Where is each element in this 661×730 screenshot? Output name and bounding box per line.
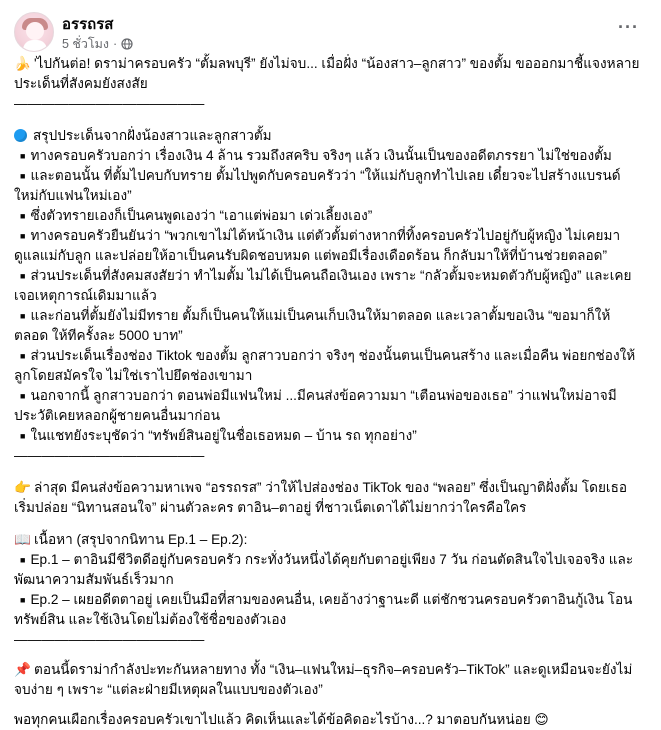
globe-icon[interactable] [121,38,133,50]
separator: —————————————— [14,96,205,111]
episode-item: ■ Ep.1 – ตาอินมีชีวิตดีอยู่กับครอบครัว กระทั่งวันหนึ่งได้คุยกับตาอยู่เพียง 7 วัน ก่อนตัดสินใจไปเจอจริง และพัฒนาความสัมพันธ์เร็วมาก [14,550,644,590]
episode-item: ■ Ep.2 – เผยอดีตตาอยู่ เคยเป็นมือที่สามของคนอื่น, เคยอ้างว่าฐานะดี แต่ชักชวนครอบครัวตาอินกู้เงิน โอนทรัพย์สิน และใช้เงินโดยไม่ต้องใช้ชื่อของตัวเอง [14,590,644,630]
summary-title: สรุปประเด็นจากฝั่งน้องสาวและลูกสาวตั้ม [14,126,644,146]
closing-paragraph: 📌 ตอนนี้ดราม่ากำลังปะทะกันหลายทาง ทั้ง “เงิน–แฟนใหม่–ธุรกิจ–ครอบครัว–TikTok” และดูเหมือนจะยังไม่จบง่าย ๆ เพราะ “แต่ละฝ่ายมีเหตุผลในแบบของตัวเอง” [14,662,633,697]
summary-bullet: ■ ส่วนประเด็นที่สังคมสงสัยว่า ทำไมตั้ม ไม่ได้เป็นคนถือเงินเอง เพราะ “กลัวตั้มจะหมดตัวกับผู้หญิง” และเคยเจอเหตุการณ์เดิมมาแล้ว [14,266,644,306]
summary-bullet: ■ และก่อนที่ตั้มยังไม่มีทราย ตั้มก็เป็นคนให้แม่เป็นคนเก็บเงินให้มาตลอด และเวลาตั้มขอเงิน “ขอมาก็ให้ตลอด ให้ทีครั้งละ 5000 บาท” [14,306,644,346]
question-paragraph: พอทุกคนเผือกเรื่องครอบครัวเขาไปแล้ว คิดเห็นและได้ข้อคิดอะไรบ้าง...? มาตอบกันหน่อย 😊 [14,712,549,727]
latest-paragraph: 👉 ล่าสุด มีคนส่งข้อความหาเพจ “อรรถรส” ว่าให้ไปส่องช่อง TikTok ของ “พลอย” ซึ่งเป็นญาติฝั่งตั้ม โดยเธอเริ่มปล่อย “นิทานสอนใจ” ผ่านตัวละคร ตาอิน–ตาอยู่ ที่ชาวเน็ตเดาได้ไม่ยากว่าใครคือใคร [14,480,628,515]
avatar-face [26,22,44,40]
separator: —————————————— [14,632,205,647]
pointing-hand-icon: 👉 [14,480,31,495]
pushpin-icon: 📌 [14,662,31,677]
intro-paragraph: 🍌 'ไปกันต่อ! ดราม่าครอบครัว “ตั้มลพบุรี” ยังไม่จบ... เมื่อฝั่ง “น้องสาว–ลูกสาว” ของตั้ม ขอออกมาชี้แจงหลายประเด็นที่สังคมยังสงสัย [14,56,640,91]
separator: —————————————— [14,448,205,463]
blue-circle-icon [14,129,27,142]
book-icon: 📖 [14,532,31,547]
post-body [14,54,644,730]
post-header [0,0,661,56]
meta-dot: · [113,37,118,51]
avatar-body [23,40,47,52]
post-meta [62,34,133,54]
more-options-icon[interactable]: ··· [618,17,639,37]
summary-bullet: ■ ส่วนประเด็นเรื่องช่อง Tiktok ของตั้ม ลูกสาวบอกว่า จริงๆ ช่องนั้นตนเป็นคนสร้าง และเมื่อคืน พ่อยกช่องให้ลูกโดยสมัครใจ ไม่ใช่เราไปยึดช่องเขามา [14,346,644,386]
page-avatar[interactable] [14,12,54,52]
summary-bullet: ■ ทางครอบครัวยืนยันว่า “พวกเขาไม่ได้หน้าเงิน แต่ตัวตั้มต่างหากที่ทิ้งครอบครัวไปอยู่กับผู้หญิง ไม่เคยมาดูแลแม่กับลูก และปล่อยให้อาเป็นคนรับผิดชอบหมด แต่พอมีเรื่องเดือดร้อน ก็กลับมาให้ที่บ้านช่วยตลอด” [14,226,644,266]
summary-bullet: ■ ซึ่งตัวทรายเองก็เป็นคนพูดเองว่า “เอาแต่พ่อมา เด่วเลี้ยงเอง” [14,206,644,226]
post-time[interactable]: 5 ชั่วโมง [62,37,109,51]
banana-icon: 🍌 [14,56,31,71]
summary-bullet: ■ ในแชทยังระบุชัดว่า “ทรัพย์สินอยู่ในชื่อเธอหมด – บ้าน รถ ทุกอย่าง” [14,426,644,446]
summary-bullet: ■ นอกจากนี้ ลูกสาวบอกว่า ตอนพ่อมีแฟนใหม่ ...มีคนส่งข้อความมา “เตือนพ่อของเธอ” ว่าแฟนใหม่อาจมีประวัติเคยหลอกผู้ชายคนอื่นมาก่อน [14,386,644,426]
summary-bullet: ■ ทางครอบครัวบอกว่า เรื่องเงิน 4 ล้าน รวมถึงสคริบ จริงๆ แล้ว เงินนั้นเป็นของอดีตภรรยา ไม่ใช่ของตั้ม [14,146,644,166]
story-title: 📖 เนื้อหา (สรุปจากนิทาน Ep.1 – Ep.2): [14,530,644,550]
summary-bullet: ■ และตอนนั้น ที่ตั้มไปคบกับทราย ตั้มไปพูดกับครอบครัวว่า “ให้แม่กับลูกทำไปเลย เดี๋ยวจะไปสร้างแบรนด์ใหม่กับแฟนใหม่เอง” [14,166,644,206]
page-name[interactable]: อรรถรส [62,16,114,33]
